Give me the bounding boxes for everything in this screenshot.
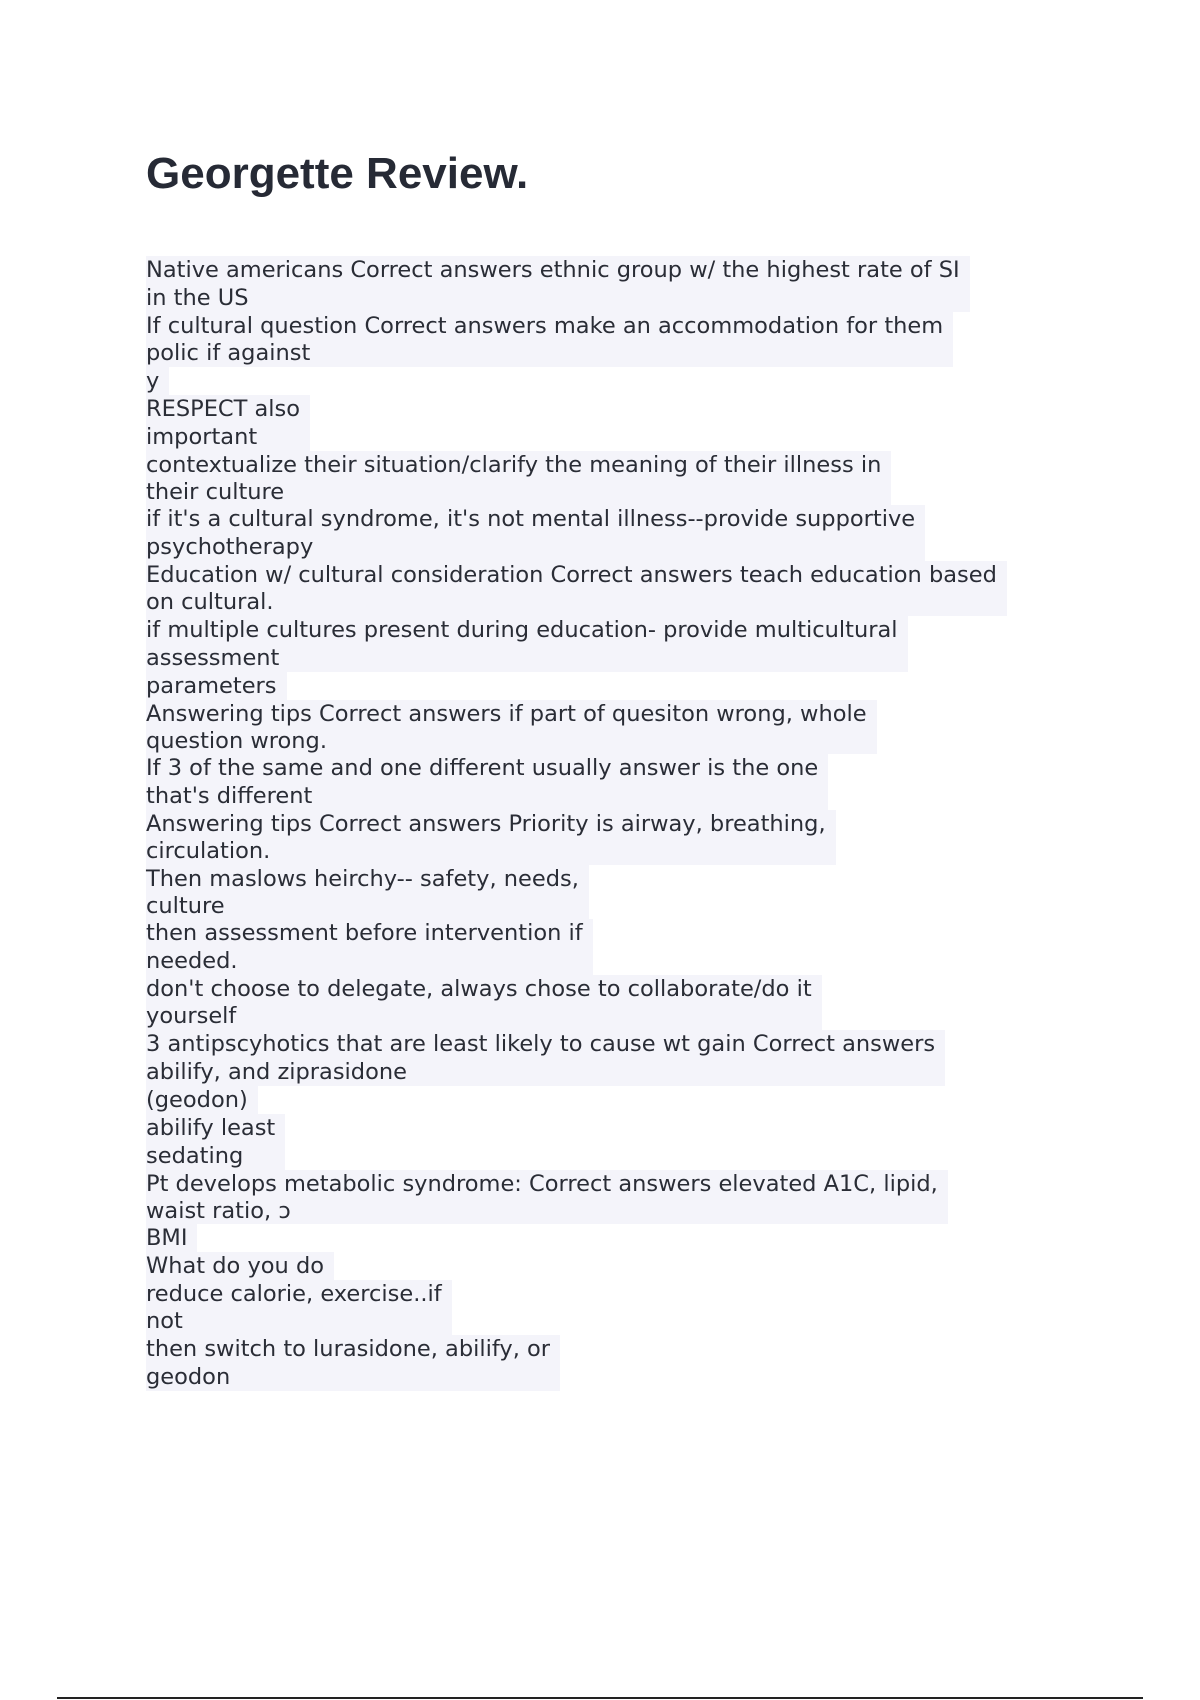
text-line: Then maslows heirchy-- safety, needs, <box>146 865 579 892</box>
text-line: important <box>146 423 258 450</box>
text-line: in the US <box>146 285 249 311</box>
text-line: circulation. <box>146 838 271 864</box>
text-line: question wrong. <box>146 727 327 754</box>
text-line: y <box>146 367 160 394</box>
footer-divider <box>57 1697 1143 1699</box>
note-block-geodon-1 <box>146 1086 258 1114</box>
note-block-abilify <box>146 1114 285 1170</box>
note-block-metabolic-syndrome <box>146 1170 948 1225</box>
note-block-education <box>146 561 1007 616</box>
note-block-respect <box>146 395 310 451</box>
note-block-what-do-you-do <box>146 1252 334 1280</box>
note-block-answering-tips-2 <box>146 810 836 865</box>
text-line: not <box>146 1308 183 1334</box>
text-line: Native americans Correct answers ethnic group w/ the highest rate of SI <box>146 257 960 283</box>
note-block-contextualize <box>146 451 891 506</box>
note-block-y <box>146 367 169 395</box>
text-line: then assessment before intervention if <box>146 920 583 946</box>
text-line: If 3 of the same and one different usually answer is the one <box>146 755 819 781</box>
text-line: geodon <box>146 1363 231 1390</box>
text-line: on cultural. <box>146 589 274 615</box>
text-line: then switch to lurasidone, abilify, or <box>146 1335 551 1362</box>
note-block-parameters <box>146 672 287 700</box>
note-block-bmi <box>146 1224 197 1252</box>
text-line: contextualize their situation/clarify the meaning of their illness in <box>146 451 882 478</box>
text-line: abilify least <box>146 1114 276 1141</box>
text-line: What do you do <box>146 1253 325 1279</box>
text-line: reduce calorie, exercise..if <box>146 1281 442 1307</box>
text-line: Pt develops metabolic syndrome: Correct answers elevated A1C, lipid, <box>146 1170 938 1197</box>
text-line: Answering tips Correct answers Priority is airway, breathing, <box>146 811 826 837</box>
note-block-answering-tips-1 <box>146 700 877 755</box>
text-line: yourself <box>146 1003 237 1029</box>
text-line: needed. <box>146 948 238 974</box>
note-block-cultural-syndrome <box>146 505 925 561</box>
text-line: If cultural question Correct answers make an accommodation for them <box>146 313 944 339</box>
text-line: parameters <box>146 672 277 699</box>
text-line: culture <box>146 892 225 919</box>
text-line: sedating <box>146 1142 244 1169</box>
note-block-switch <box>146 1335 560 1391</box>
document-body <box>146 256 1086 1391</box>
text-line: 3 antipscyhotics that are least likely to cause wt gain Correct answers <box>146 1030 936 1057</box>
note-block-cultural-question <box>146 312 953 367</box>
text-line: RESPECT also <box>146 395 301 422</box>
note-block-reduce-calorie <box>146 1280 452 1335</box>
text-line: BMI <box>146 1225 188 1251</box>
note-block-delegate <box>146 975 822 1030</box>
note-block-assessment <box>146 919 593 975</box>
document-title: Georgette Review. <box>146 149 529 198</box>
text-line: Education w/ cultural consideration Correct answers teach education based <box>146 562 997 588</box>
text-line: their culture <box>146 478 285 505</box>
text-line: (geodon) <box>146 1086 248 1113</box>
text-line: that's different <box>146 783 313 809</box>
text-line: abilify, and ziprasidone <box>146 1058 407 1085</box>
text-line: if multiple cultures present during education- provide multicultural <box>146 616 898 643</box>
text-line: assessment <box>146 644 280 671</box>
text-line: psychotherapy <box>146 534 314 560</box>
note-block-antipsychotics <box>146 1030 945 1086</box>
note-block-native-americans <box>146 256 970 312</box>
text-line: Answering tips Correct answers if part of quesiton wrong, whole <box>146 700 867 727</box>
note-block-multiple-cultures <box>146 616 908 672</box>
note-block-maslows <box>146 865 589 920</box>
text-line: if it's a cultural syndrome, it's not mental illness--provide supportive <box>146 506 916 532</box>
text-line: polic if against <box>146 340 311 366</box>
note-block-three-same <box>146 754 828 810</box>
text-line: waist ratio, ɔ <box>146 1197 291 1224</box>
text-line: don't choose to delegate, always chose to collaborate/do it <box>146 976 812 1002</box>
